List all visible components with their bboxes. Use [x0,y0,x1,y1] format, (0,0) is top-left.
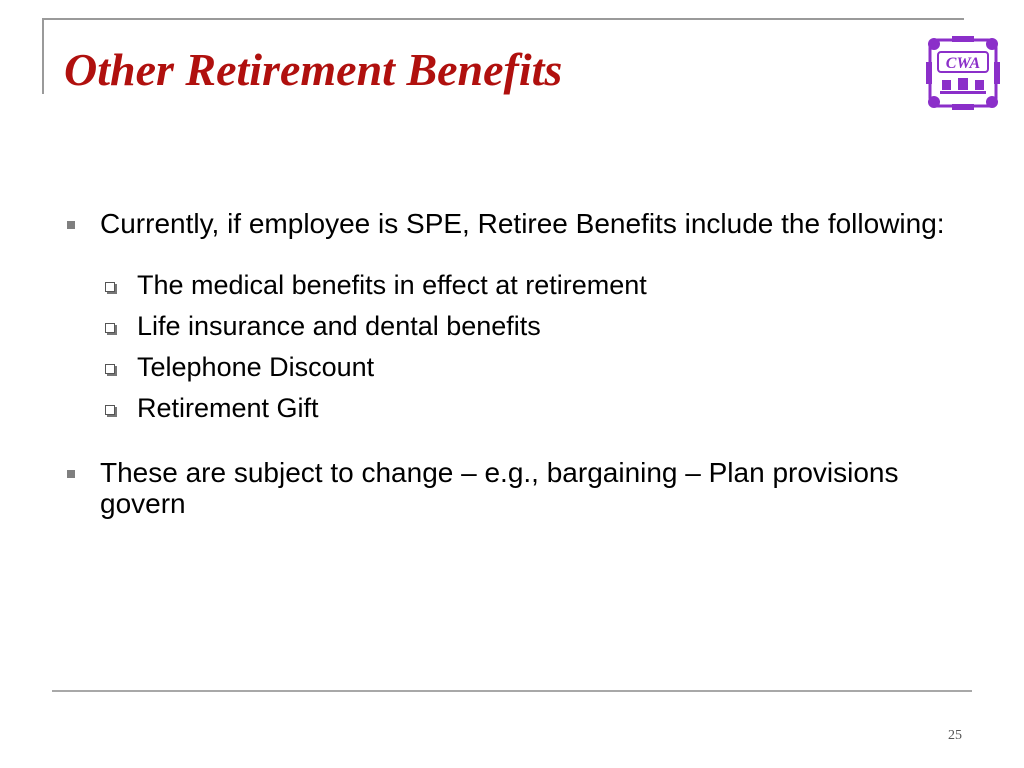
bullet-text: Currently, if employee is SPE, Retiree Benefits include the following: [100,208,945,239]
title-frame-left-rule [42,18,44,94]
hollow-square-bullet-icon [105,323,115,333]
square-bullet-icon [67,470,75,478]
sub-bullet-text: Telephone Discount [137,352,375,382]
bullet-item [60,208,960,239]
footer-rule [52,690,972,692]
sub-bullet-text: The medical benefits in effect at retirement [137,270,647,300]
sub-bullet-item [60,265,960,306]
bullet-item [60,457,960,519]
cwa-logo-icon [926,36,1000,110]
logo-text: CWA [945,55,981,72]
sub-bullet-text: Retirement Gift [137,393,319,423]
slide-title: Other Retirement Benefits [64,44,563,95]
hollow-square-bullet-icon [105,364,115,374]
sub-bullet-item [60,306,960,347]
sub-bullet-text: Life insurance and dental benefits [137,311,541,341]
bullet-text: These are subject to change – e.g., bargaining – Plan provisions govern [100,457,899,519]
sub-bullet-list [60,265,960,429]
page-number: 25 [948,728,962,743]
hollow-square-bullet-icon [105,282,115,292]
title-frame-top-rule [42,18,964,20]
sub-bullet-item [60,347,960,388]
square-bullet-icon [67,221,75,229]
slide-body [60,208,960,519]
sub-bullet-item [60,388,960,429]
hollow-square-bullet-icon [105,405,115,415]
